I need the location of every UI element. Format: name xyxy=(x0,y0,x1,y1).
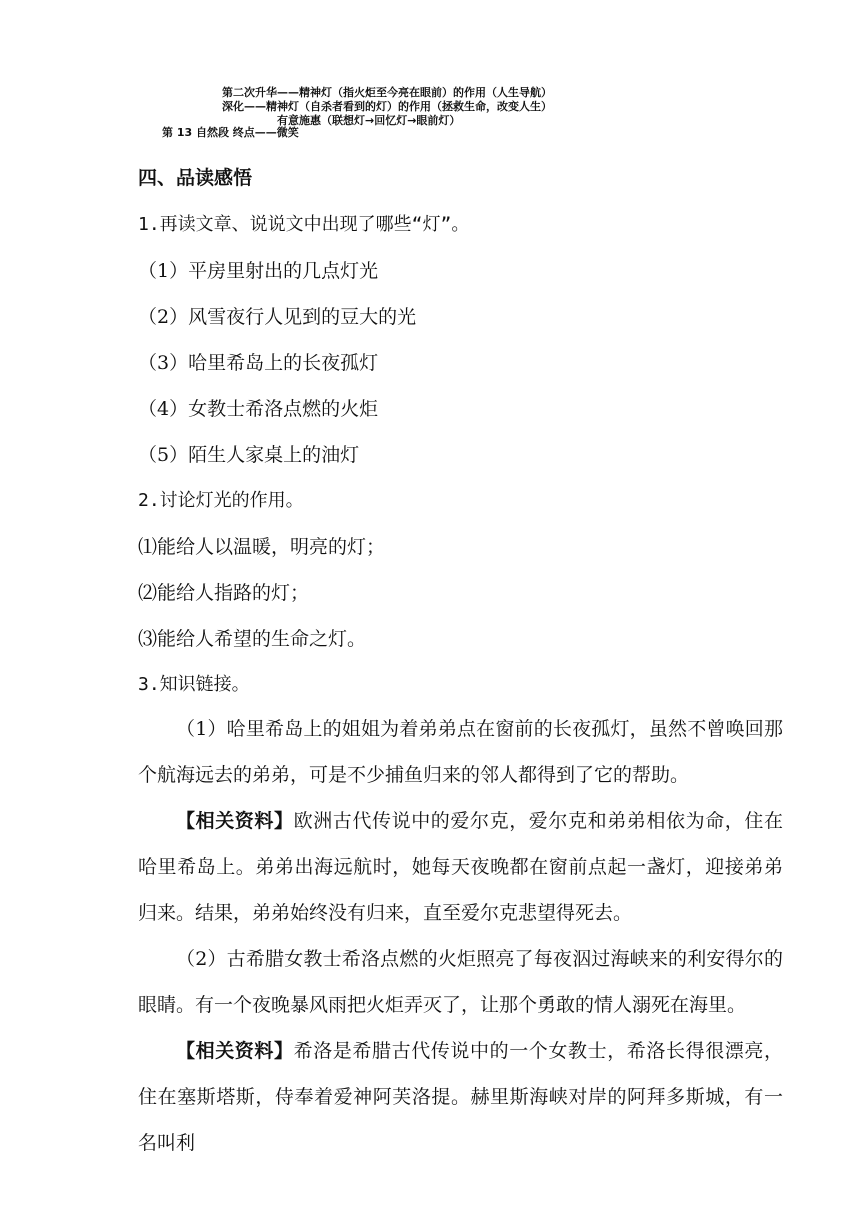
question-3-title: 3.知识链接。 xyxy=(138,674,250,695)
diagram-line-2: 深化——精神灯（自杀者看到的灯）的作用（拯救生命，改变人生） xyxy=(222,100,552,113)
diagram-line-1: 第二次升华——精神灯（指火炬至今亮在眼前）的作用（人生导航） xyxy=(222,86,552,99)
lamp-item-2: （2）风雪夜行人见到的豆大的光 xyxy=(138,306,417,328)
link-paragraph-2: （2）古希腊女教士希洛点燃的火炬照亮了每夜泅过海峡来的利安得尔的眼睛。有一个夜晚暴风雨把火炬弄灭了，让那个勇敢的情人溺死在海里。 xyxy=(138,948,783,1016)
related-info-2 xyxy=(138,1028,783,1166)
question-1-title: 1.再读文章、说说文中出现了哪些“灯”。 xyxy=(138,214,470,235)
function-item-3: ⑶能给人希望的生命之灯。 xyxy=(138,628,367,650)
link-paragraph-1: （1）哈里希岛上的姐姐为着弟弟点在窗前的长夜孤灯，虽然不曾唤回那个航海远去的弟弟，可是不少捕鱼归来的邻人都得到了它的帮助。 xyxy=(138,718,783,786)
lamp-item-1: （1）平房里射出的几点灯光 xyxy=(138,260,379,282)
diagram-line-3: 有意施惠（联想灯→回忆灯→眼前灯） xyxy=(277,114,461,127)
lamp-item-4: （4）女教士希洛点燃的火炬 xyxy=(138,398,379,420)
related-info-tag: 【相关资料】 xyxy=(176,810,294,832)
related-info-tag: 【相关资料】 xyxy=(176,1040,294,1062)
lamp-item-3: （3）哈里希岛上的长夜孤灯 xyxy=(138,352,379,374)
related-info-text: 欧洲古代传说中的爱尔克，爱尔克和弟弟相依为命，住在哈里希岛上。弟弟出海远航时，她每天夜晚都在窗前点起一盏灯，迎接弟弟归来。结果，弟弟始终没有归来，直至爱尔克悲望得死去。 xyxy=(138,810,783,924)
related-info-text: 希洛是希腊古代传说中的一个女教士，希洛长得很漂亮，住在塞斯塔斯，侍奉着爱神阿芙洛提。赫里斯海峡对岸的阿拜多斯城，有一名叫利 xyxy=(138,1040,783,1154)
function-item-1: ⑴能给人以温暖，明亮的灯； xyxy=(138,536,386,558)
section-title: 四、品读感悟 xyxy=(138,167,253,189)
structure-diagram xyxy=(0,86,860,146)
function-item-2: ⑵能给人指路的灯； xyxy=(138,582,310,604)
diagram-line-4: 第 13 自然段 终点——微笑 xyxy=(162,126,299,139)
related-info-1 xyxy=(138,798,783,936)
question-2-title: 2.讨论灯光的作用。 xyxy=(138,490,304,511)
lamp-item-5: （5）陌生人家桌上的油灯 xyxy=(138,444,360,466)
